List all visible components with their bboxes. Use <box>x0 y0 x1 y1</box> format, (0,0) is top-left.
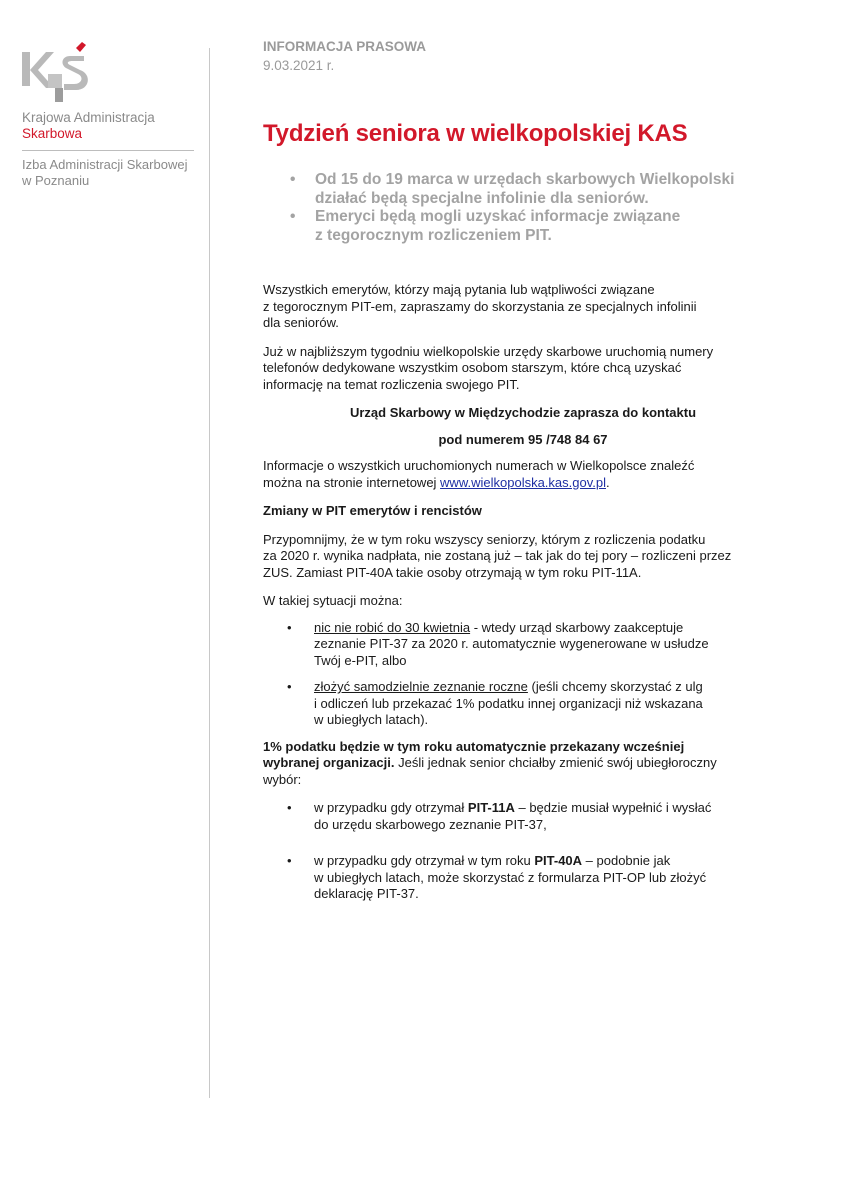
press-label: INFORMACJA PRASOWA <box>263 39 427 54</box>
bullet-icon: • <box>290 208 296 225</box>
list-item: • złożyć samodzielnie zeznanie roczne (jeśli chcemy skorzystać z ulg i odliczeń lub przekazać 1% podatku innej organizacji niż wskazana w ubiegłych latach). <box>287 679 703 727</box>
release-date: 9.03.2021 r. <box>263 58 335 73</box>
contact-line: Urząd Skarbowy w Międzychodzie zaprasza do kontaktu <box>349 405 697 420</box>
unit-line-1: Izba Administracji Skarbowej <box>22 157 188 172</box>
org-name: Krajowa Administracja <box>22 110 155 125</box>
paragraph-phones: Już w najbliższym tygodniu wielkopolskie urzędy skarbowe uruchomią numery telefonów dedykowane wszystkim osobom starszym, które chcą uzyskać informację na temat rozliczenia swojego PIT. <box>263 343 714 392</box>
paragraph-options-intro: W takiej sytuacji można: <box>263 593 403 608</box>
lead-item: • Emeryci będą mogli uzyskać informacje związane z tegorocznym rozliczeniem PIT. <box>290 208 681 244</box>
lead-item: • Od 15 do 19 marca w urzędach skarbowych Wielkopolski działać będą specjalne infolinie dla seniorów. <box>290 171 735 207</box>
section-heading: Zmiany w PIT emerytów i rencistów <box>263 503 482 518</box>
options-list <box>287 620 783 729</box>
website-link[interactable]: www.wielkopolska.kas.gov.pl <box>440 474 606 490</box>
org-sub: Skarbowa <box>22 126 83 141</box>
paragraph-changes: Przypomnijmy, że w tym roku wszyscy seniorzy, którym z rozliczenia podatku za 2020 r. wynika nadpłata, nie zostaną już – tak jak do tej pory – rozliczeni przez ZUS. Zamiast PIT-40A takie osoby otrzymają w tym roku PIT-11A. <box>263 531 732 580</box>
vertical-divider <box>209 48 210 1098</box>
kas-logo-icon <box>22 42 102 104</box>
unit-line-2: w Poznaniu <box>22 173 90 188</box>
bullet-icon: • <box>290 171 296 188</box>
list-item: • w przypadku gdy otrzymał PIT-11A – będzie musiał wypełnić i wysłać do urzędu skarbowego zeznanie PIT-37, <box>287 800 712 832</box>
bullet-icon: • <box>287 679 292 694</box>
sidebar <box>22 42 202 189</box>
lead-list <box>290 171 783 245</box>
choices-list <box>287 800 783 903</box>
list-item: • nic nie robić do 30 kwietnia - wtedy urząd skarbowy zaakceptuje zeznanie PIT-37 za 2020 r. automatycznie wygenerowane w usłudze Twój e-PIT, albo <box>287 619 709 668</box>
bullet-icon: • <box>287 800 292 815</box>
bullet-icon: • <box>287 853 292 868</box>
paragraph-website: Informacje o wszystkich uruchomionych numerach w Wielkopolsce znaleźć można na stronie internetowej www.wielkopolska.kas.gov.pl. <box>263 458 695 490</box>
paragraph-intro: Wszystkich emerytów, którzy mają pytania lub wątpliwości związane z tegorocznym PIT-em, zapraszamy do skorzystania ze specjalnych infolinii dla seniorów. <box>263 282 697 330</box>
phone-number: pod numerem 95 /748 84 67 <box>438 431 608 447</box>
bullet-icon: • <box>287 619 292 635</box>
list-item: • w przypadku gdy otrzymał w tym roku PIT-40A – podobnie jak w ubiegłych latach, może skorzystać z formularza PIT-OP lub złożyć deklarację PIT-37. <box>287 853 707 901</box>
sidebar-divider <box>22 150 194 151</box>
page-title: Tydzień seniora w wielkopolskiej KAS <box>263 120 688 147</box>
press-release <box>263 38 783 913</box>
paragraph-one-percent: 1% podatku będzie w tym roku automatycznie przekazany wcześniej wybranej organizacji. Jeśli jednak senior chciałby zmienić swój ubiegłoroczny wybór: <box>263 738 717 787</box>
